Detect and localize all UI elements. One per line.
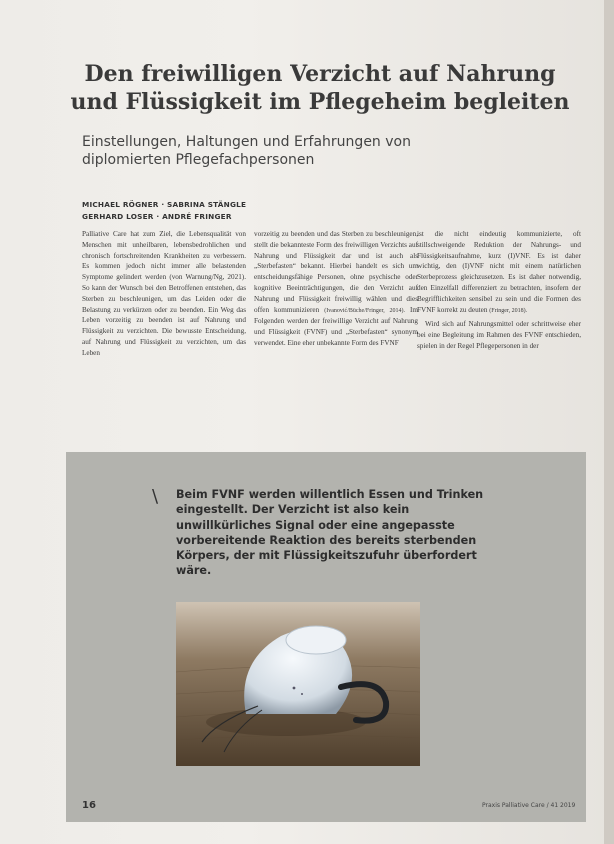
article-title: Den freiwilligen Verzicht auf Nahrung und Flüssigkeit im Pflegeheim begleiten bbox=[70, 61, 570, 115]
body-text: ist die nicht eindeutig kommunizierte, oft stillschweigende Reduktion der Nahrungs- und Flüssigkeitsaufnahme, kurz (I)VNF. Es ist daher wichtig, den (I)VNF nicht mit einem natürlichen Sterbeprozess gleichzusetzen. Es ist daher notwendig, den Einzelfall differenziert zu betrachten, insofern der Begrifflichkeiten sensibel zu sein und die Formen des FVNF korrekt zu deuten bbox=[417, 230, 581, 314]
page-gutter bbox=[604, 0, 614, 844]
authors-line-1: MICHAEL RÖGNER · SABRINA STÄNGLE bbox=[82, 200, 247, 209]
body-text: Im Folgenden werden der freiwillige Verzicht auf Nahrung und Flüssigkeit (FVNF) und „Sterbefasten“ synonym verwendet. Eine eher unbekannte Form des FVNF bbox=[254, 305, 419, 347]
teacup-illustration bbox=[176, 602, 420, 766]
teacup-photo bbox=[176, 602, 420, 766]
body-paragraph: Wird sich auf Nahrungsmittel oder schrittweise eher bei eine Begleitung im Rahmen des FVNF entschieden, spielen in der Regel Pflegepersonen in der bbox=[417, 320, 581, 350]
body-text: vorzeitig zu beenden und das Sterben zu beschleunigen, stellt die bekannteste Form des freiwilligen Verzichts auf Nahrung und Flüssigkeit dar und ist auch als „Sterbefasten“ bekannt. Hierbei handelt es sich um entscheidungsfähige Personen, ohne psychische oder kognitive Beeinträchtigungen, die den Verzicht auf Nahrung und Flüssigkeit freiwillig wählen und dies offen kommunizieren bbox=[254, 230, 418, 314]
citation: (Fringer, 2018). bbox=[489, 307, 528, 314]
quote-mark: \ bbox=[152, 486, 159, 507]
authors bbox=[82, 199, 382, 223]
body-paragraph: Palliative Care hat zum Ziel, die Lebensqualität von Menschen mit unheilbaren, lebensbedrohlichen und chronisch fortschreitenden Krankheiten zu verbessern. Es kommen jedoch nicht immer alle belastenden Symptome gelindert werden (von Warnung/Ng, 2021). So kann der Wunsch bei den Betroffenen entstehen, das Sterben zu beschleunigen, um das Leiden oder die Belastung zu verkürzen oder zu beenden. Ein Weg das Leben vorzeitig zu beenden ist auf Nahrung und Flüssigkeit zu verzichten. Die bewusste Entscheidung, auf Nahrung und Flüssigkeit zu verzichten, um das Leben bbox=[82, 230, 246, 357]
body-column-2 bbox=[254, 229, 418, 352]
page-number: 16 bbox=[82, 800, 96, 811]
magazine-footer: Praxis Palliative Care / 41 2019 bbox=[482, 802, 576, 809]
citation: (Ivanović/Büche/Fringer, 2014). bbox=[324, 307, 405, 314]
body-paragraph bbox=[417, 229, 581, 316]
body-column-1 bbox=[82, 229, 246, 362]
body-column-3 bbox=[417, 229, 581, 355]
pullquote-text: Beim FVNF werden willentlich Essen und Trinken eingestellt. Der Verzicht ist also kein unwillkürliches Signal oder eine angepasste vorbereitende Reaktion des bereits sterbenden Körpers, der mit Flüssigkeitszufuhr überfordert wäre. bbox=[176, 488, 484, 578]
body-paragraph bbox=[254, 229, 418, 349]
article-subtitle: Einstellungen, Haltungen und Erfahrungen von diplomierten Pflegefachpersonen bbox=[82, 134, 411, 168]
authors-line-2: GERHARD LOSER · ANDRÉ FRINGER bbox=[82, 212, 232, 221]
